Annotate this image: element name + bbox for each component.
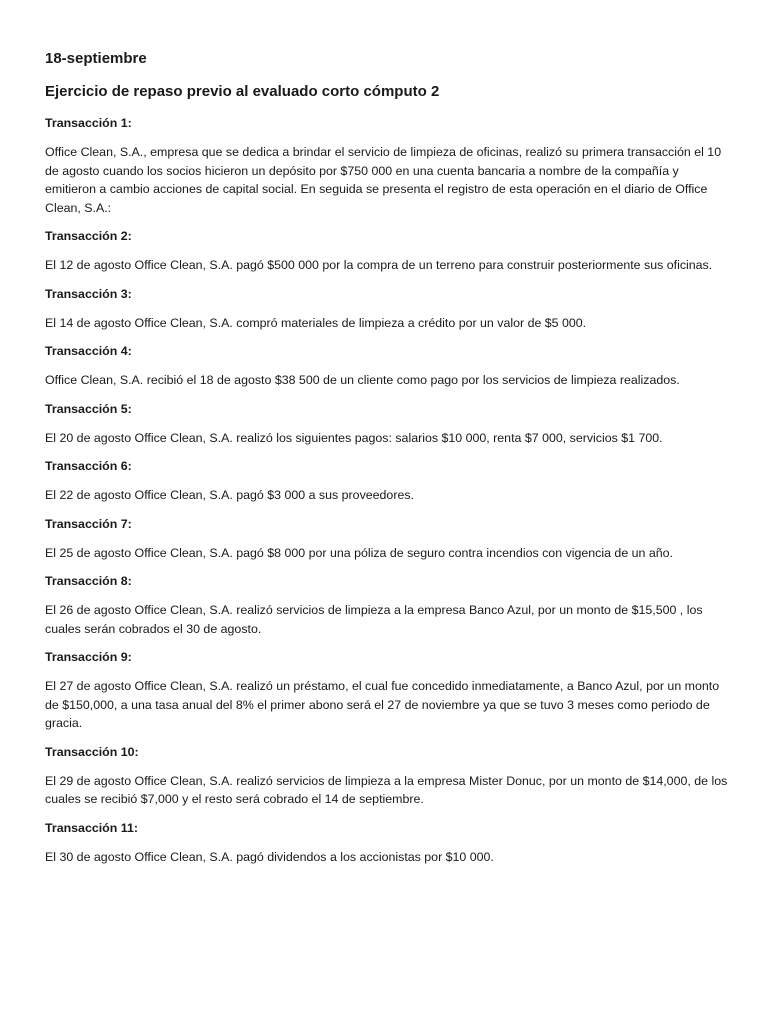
transaction-heading: Transacción 10:	[45, 744, 139, 759]
transaction-heading: Transacción 2:	[45, 229, 132, 243]
transaction-text: El 30 de agosto Office Clean, S.A. pagó dividendos a los accionistas por $10 000.	[45, 849, 494, 864]
transaction-text: El 22 de agosto Office Clean, S.A. pagó $3 000 a sus proveedores.	[45, 488, 414, 502]
transaction-heading: Transacción 5:	[45, 401, 132, 416]
transaction-text: Office Clean, S.A., empresa que se dedica a brindar el servicio de limpieza de oficinas, realizó su primera transacción el 10 de agosto cuando los socios hicieron un depósito por $750 000 en una cuenta bancaria a nombre de la compañía y emitieron a cambio acciones de capital social. En seguida se presenta el registro de esta operación en el diario de Office Clean, S.A.:	[45, 145, 722, 215]
transaction-heading: Transacción 9:	[45, 650, 132, 664]
transaction-heading: Transacción 11:	[45, 820, 138, 835]
transaction-heading: Transacción 6:	[45, 459, 132, 473]
transaction-text: El 25 de agosto Office Clean, S.A. pagó $8 000 por una póliza de seguro contra incendios con vigencia de un año.	[45, 545, 673, 560]
transaction-8	[45, 573, 728, 638]
transaction-6	[45, 458, 728, 505]
transaction-text: El 14 de agosto Office Clean, S.A. compró materiales de limpieza a crédito por un valor de $5 000.	[45, 315, 587, 330]
transaction-text: Office Clean, S.A. recibió el 18 de agosto $38 500 de un cliente como pago por los servicios de limpieza realizados.	[45, 373, 680, 387]
transaction-7	[45, 516, 728, 563]
transaction-10	[45, 744, 728, 809]
transaction-text: El 26 de agosto Office Clean, S.A. realizó servicios de limpieza a la empresa Banco Azul, por un monto de $15,500 , los cuales serán cobrados el 30 de agosto.	[45, 603, 703, 636]
transaction-text: El 20 de agosto Office Clean, S.A. realizó los siguientes pagos: salarios $10 000, renta $7 000, servicios $1 700.	[45, 430, 663, 445]
transaction-heading: Transacción 8:	[45, 574, 132, 588]
transaction-text: El 29 de agosto Office Clean, S.A. realizó servicios de limpieza a la empresa Mister Donuc, por un monto de $14,000, de los cuales se recibió $7,000 y el resto será cobrado el 14 de septiembre.	[45, 773, 728, 806]
transaction-heading: Transacción 3:	[45, 286, 132, 301]
transaction-9	[45, 649, 728, 733]
transaction-3	[45, 286, 728, 333]
document-date: 18-septiembre	[45, 50, 147, 67]
transaction-5	[45, 401, 728, 448]
transaction-heading: Transacción 7:	[45, 516, 132, 531]
transaction-2	[45, 228, 728, 275]
transaction-11	[45, 820, 728, 867]
document-title: Ejercicio de repaso previo al evaluado corto cómputo 2	[45, 83, 440, 100]
transaction-heading: Transacción 4:	[45, 344, 132, 358]
transaction-1	[45, 115, 728, 217]
transaction-text: El 12 de agosto Office Clean, S.A. pagó $500 000 por la compra de un terreno para construir posteriormente sus oficinas.	[45, 258, 713, 272]
transaction-heading: Transacción 1:	[45, 116, 132, 130]
transaction-text: El 27 de agosto Office Clean, S.A. realizó un préstamo, el cual fue concedido inmediatamente, a Banco Azul, por un monto de $150,000, a una tasa anual del 8% el primer abono será el 27 de noviembre ya que se tuvo 3 meses como periodo de gracia.	[45, 679, 720, 730]
transaction-4	[45, 343, 728, 390]
